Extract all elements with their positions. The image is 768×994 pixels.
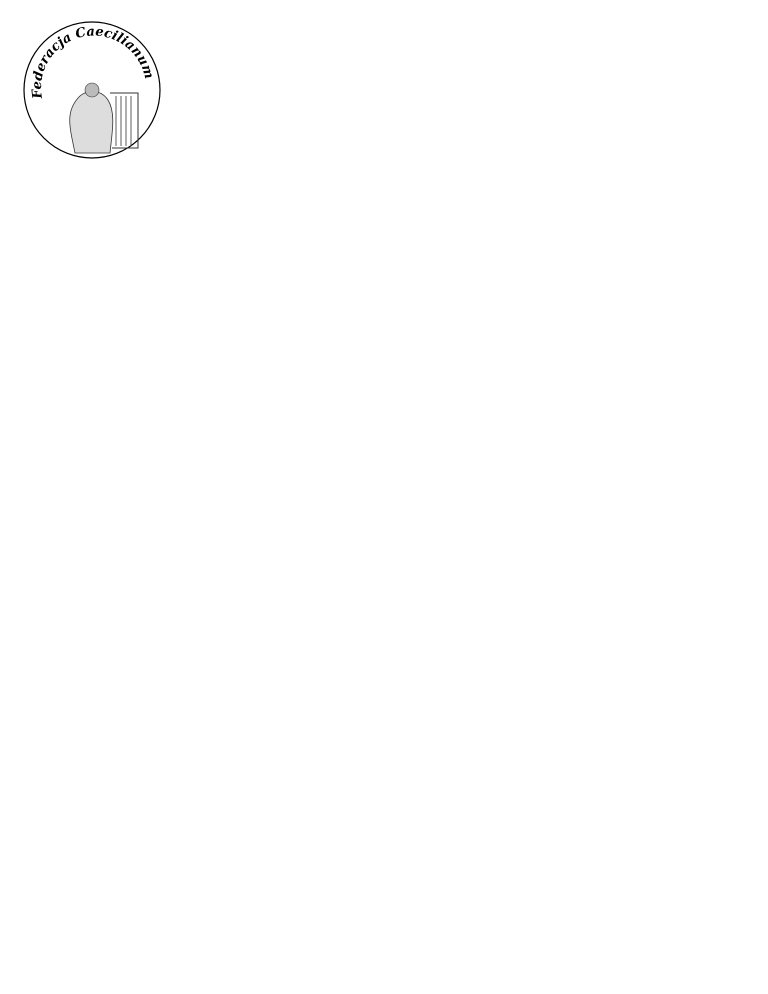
- svg-text:Federacja Caecilianum: Federacja Caecilianum: [29, 24, 157, 100]
